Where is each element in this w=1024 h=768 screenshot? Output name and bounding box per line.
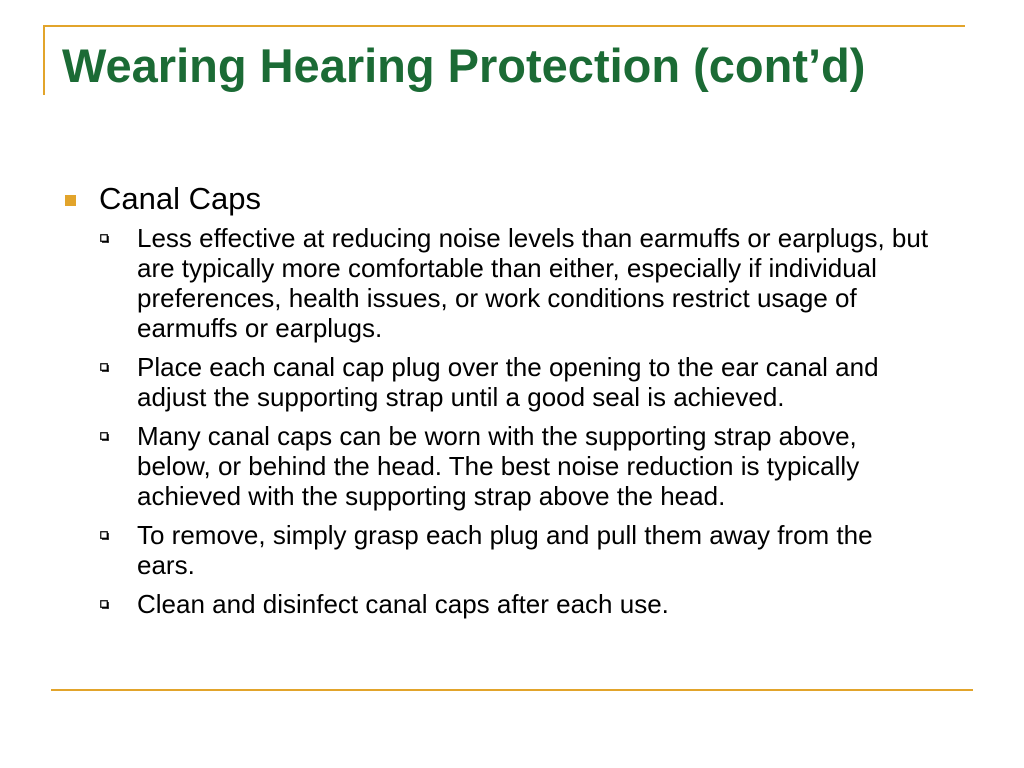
list-item [100,223,942,343]
hollow-square-icon [100,363,109,372]
slide-content [62,181,942,628]
hollow-square-icon [100,531,109,540]
filled-square-icon [65,195,76,206]
hollow-square-icon [100,432,109,441]
list-item [100,421,942,511]
list-item-text: To remove, simply grasp each plug and pull them away from the ears. [137,520,873,580]
list-item-text: Clean and disinfect canal caps after each use. [137,589,669,619]
list-item-text: Less effective at reducing noise levels than earmuffs or earplugs, but are typically more comfortable than either, especially if individual preferences, health issues, or work conditions restrict usage of earmuffs or earplugs. [137,223,929,343]
topic-label: Canal Caps [99,181,261,216]
bottom-horizontal-rule [51,689,973,691]
list-item [100,520,942,580]
list-item [100,352,942,412]
list-item [100,589,942,619]
list-item-text: Many canal caps can be worn with the supporting strap above, below, or behind the head. The best noise reduction is typically achieved with the supporting strap above the head. [137,421,860,511]
hollow-square-icon [100,234,109,243]
top-horizontal-rule [43,25,965,27]
top-vertical-rule [43,25,45,95]
list-item-text: Place each canal cap plug over the opening to the ear canal and adjust the supporting strap until a good seal is achieved. [137,352,879,412]
hollow-square-icon [100,600,109,609]
slide-title: Wearing Hearing Protection (cont’d) [62,39,866,92]
topic-bullet [62,181,942,217]
